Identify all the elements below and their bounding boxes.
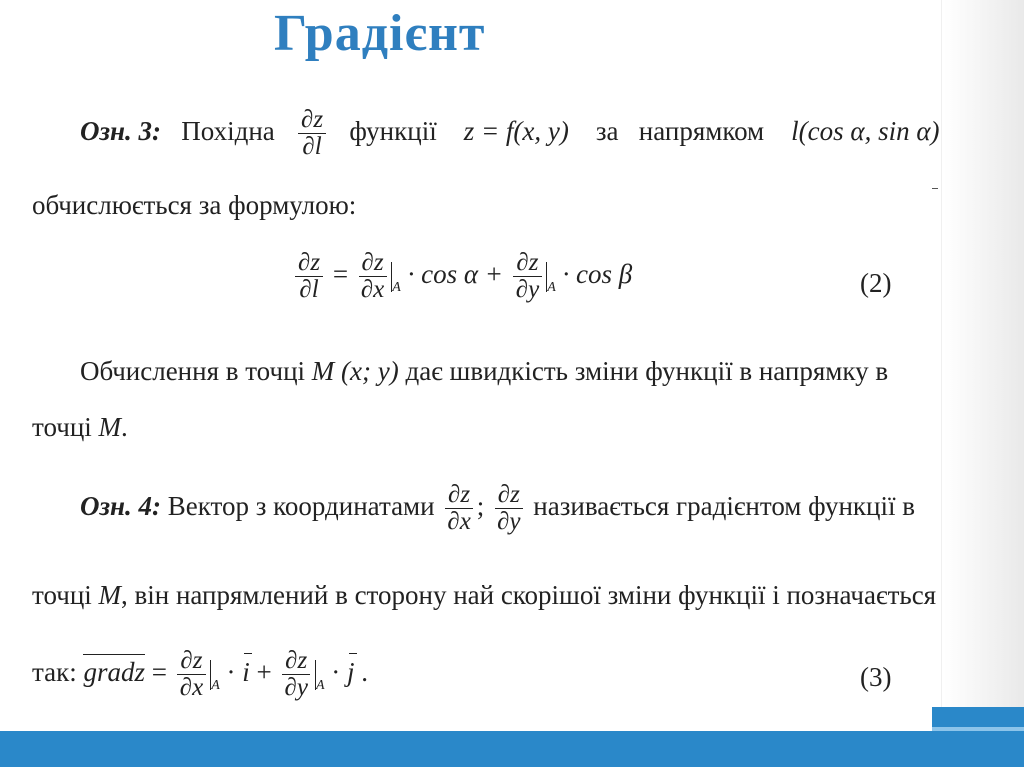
formula-3 — [32, 648, 368, 702]
para1-text-b: дає швидкість зміни функції в напрямку в — [405, 356, 889, 386]
fraction-dz-dl: $\frac{\partial z}{\partial l}$ — [298, 107, 326, 161]
para1-line1 — [80, 356, 888, 387]
unit-vector-i: i — [242, 656, 250, 687]
decorative-dash — [932, 188, 938, 189]
fraction-dz-dl-lhs: $\frac{\partial z}{\partial l}$ — [295, 250, 323, 304]
def3-word-direction: напрямком — [638, 115, 765, 146]
separator: ; — [476, 490, 485, 521]
fraction-dz-dy: $\frac{\partial z}{\partial y}$ — [513, 250, 542, 304]
def3-line2: обчислюється за формулою: — [32, 190, 357, 220]
para1-text-a: Обчислення в точці — [80, 356, 306, 386]
def4-line2 — [32, 580, 936, 611]
def3-label: Озн. 3: — [80, 115, 162, 146]
equation-number-3: (3) — [860, 662, 892, 692]
def3-line1 — [80, 107, 940, 161]
def4-text-c: точці — [32, 580, 92, 610]
def3-word-derivative: Похідна — [181, 115, 275, 146]
period: . — [361, 656, 369, 687]
def4-label: Озн. 4: — [80, 490, 162, 521]
slide-side-shade — [944, 0, 1024, 767]
term1-tail: · cos α + — [407, 258, 503, 289]
bottom-bar — [0, 731, 1024, 767]
dot-operator: · — [331, 656, 341, 687]
plus-sign: + — [256, 656, 272, 687]
eval-point-a: A — [392, 279, 401, 295]
point-m-label: M — [98, 580, 122, 610]
fraction-dz-dx: $\frac{\partial z}{\partial x}$ — [177, 648, 206, 702]
equals-sign: = — [151, 656, 167, 687]
def4-text-b: називається градієнтом функції в — [533, 490, 915, 521]
para1-line2 — [32, 412, 128, 443]
fraction-dz-dy: $\frac{\partial z}{\partial y}$ — [282, 648, 311, 702]
fraction-dz-dy: $\frac{\partial z}{\partial y}$ — [494, 482, 523, 536]
def3-word-by: за — [595, 115, 619, 146]
def4-text-a: Вектор з координатами — [167, 490, 435, 521]
para1-text-c: точці — [32, 412, 92, 442]
slide-title: Градієнт — [274, 5, 486, 62]
def4-line1 — [80, 482, 915, 536]
fraction-dz-dx: $\frac{\partial z}{\partial x}$ — [444, 482, 473, 536]
gradient-symbol: gradz — [83, 654, 145, 687]
eval-point-a: A — [547, 279, 556, 295]
fraction-dz-dx: $\frac{\partial z}{\partial x}$ — [358, 250, 387, 304]
unit-vector-j: j — [347, 656, 355, 687]
formula-2 — [292, 250, 632, 304]
def3-word-function: функції — [349, 115, 437, 146]
equals-sign: = — [332, 258, 349, 289]
para1-period: . — [121, 412, 128, 442]
dot-operator: · — [226, 656, 236, 687]
point-m: M (x; y) — [311, 356, 399, 386]
def4-text-e: так: — [32, 656, 77, 687]
term2-tail: · cos β — [562, 258, 633, 289]
direction-vector: l(cos α, sin α) — [791, 115, 940, 146]
eval-point-a: A — [315, 677, 325, 693]
equation-number-2: (2) — [860, 268, 892, 298]
slide-divider — [941, 0, 942, 710]
def4-text-d: , він напрямлений в сторону най скорішої зміни функції і позначається — [121, 580, 937, 610]
point-m-label: M — [98, 412, 122, 442]
function-expression: z = f(x, y) — [463, 115, 569, 146]
eval-point-a: A — [211, 677, 220, 693]
